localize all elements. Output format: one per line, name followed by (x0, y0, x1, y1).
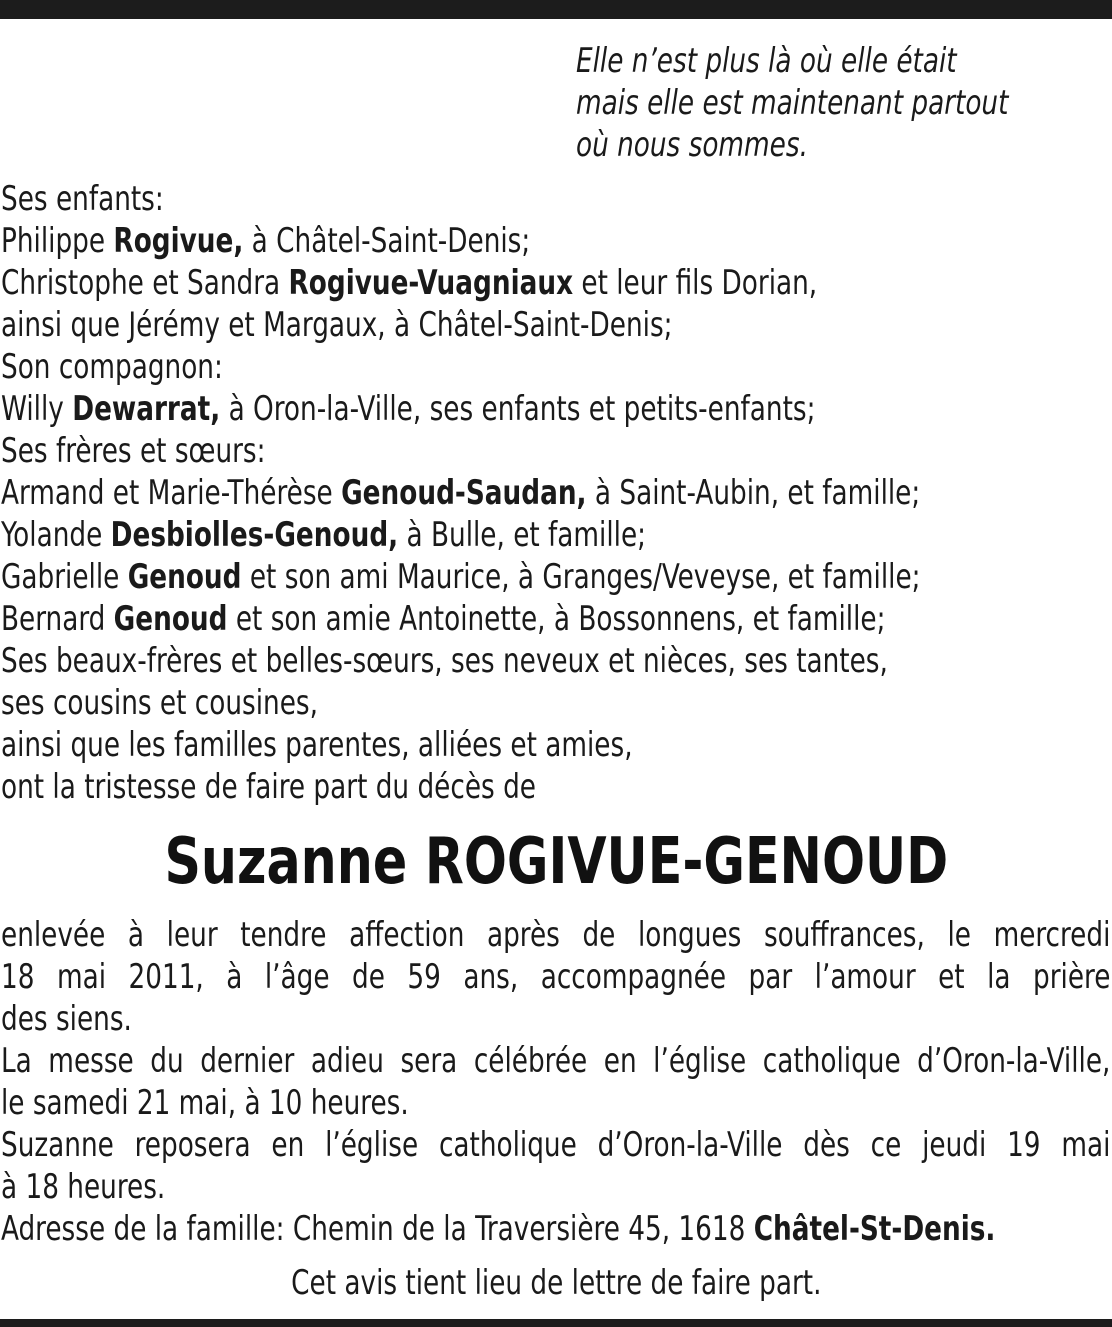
death-details (1, 914, 1110, 1250)
family-line: Bernard Genoud et son amie Antoinette, à Bossonnens, et famille; (1, 599, 886, 639)
family-line: Yolande Desbiolles-Genoud, à Bulle, et famille; (1, 515, 647, 555)
bottom-rule (0, 1319, 1112, 1327)
family-line: Philippe Rogivue, à Châtel-Saint-Denis; (1, 221, 531, 261)
quote-line: où nous sommes. (576, 125, 808, 165)
address-town: Châtel-St-Denis. (753, 1209, 996, 1249)
family-address: Adresse de la famille: Chemin de la Traversière 45, 1618 Châtel-St-Denis. (1, 1209, 996, 1249)
top-rule (0, 0, 1112, 19)
details-line: enlevée à leur tendre affection après de longues souffrances, le mercredi (1, 915, 1111, 955)
family-surname: Desbiolles-Genoud, (110, 515, 399, 555)
quote-line: mais elle est maintenant partout (576, 83, 1009, 123)
quote-line: Elle n’est plus là où elle était (576, 41, 957, 81)
family-line: Ses frères et sœurs: (1, 431, 266, 471)
family-surname: Rogivue-Vuagniaux (288, 263, 574, 303)
details-line: à 18 heures. (1, 1167, 166, 1207)
details-line: 18 mai 2011, à l’âge de 59 ans, accompagnée par l’amour et la prière (1, 957, 1111, 997)
family-line: Son compagnon: (1, 347, 223, 387)
details-line: La messe du dernier adieu sera célébrée en l’église catholique d’Oron-la-Ville, (1, 1041, 1111, 1081)
family-list (1, 178, 1110, 808)
family-surname: Genoud (113, 599, 228, 639)
details-line: le samedi 21 mai, à 10 heures. (1, 1083, 409, 1123)
family-line: ses cousins et cousines, (1, 683, 318, 723)
family-line: Ses enfants: (1, 179, 164, 219)
family-line: Gabrielle Genoud et son ami Maurice, à Granges/Veveyse, et famille; (1, 557, 921, 597)
details-line: Suzanne reposera en l’église catholique d’Oron-la-Ville dès ce jeudi 19 mai (1, 1125, 1111, 1165)
epigraph-quote (576, 40, 1032, 166)
deceased-name: Suzanne ROGIVUE-GENOUD (164, 825, 948, 899)
family-line: Ses beaux-frères et belles-sœurs, ses neveux et nièces, ses tantes, (1, 641, 888, 681)
family-surname: Rogivue, (113, 221, 244, 261)
details-line: des siens. (1, 999, 132, 1039)
family-line: Armand et Marie-Thérèse Genoud-Saudan, à Saint-Aubin, et famille; (1, 473, 921, 513)
family-line: Christophe et Sandra Rogivue-Vuagniaux et leur fils Dorian, (1, 263, 818, 303)
family-line: ainsi que les familles parentes, alliées et amies, (1, 725, 633, 765)
family-line: ont la tristesse de faire part du décès de (1, 767, 536, 807)
family-line: Willy Dewarrat, à Oron-la-Ville, ses enfants et petits-enfants; (1, 389, 816, 429)
family-surname: Dewarrat, (72, 389, 221, 429)
notice-footer: Cet avis tient lieu de lettre de faire part. (290, 1263, 822, 1303)
family-surname: Genoud (127, 557, 242, 597)
family-surname: Genoud-Saudan, (341, 473, 587, 513)
family-line: ainsi que Jérémy et Margaux, à Châtel-Saint-Denis; (1, 305, 673, 345)
